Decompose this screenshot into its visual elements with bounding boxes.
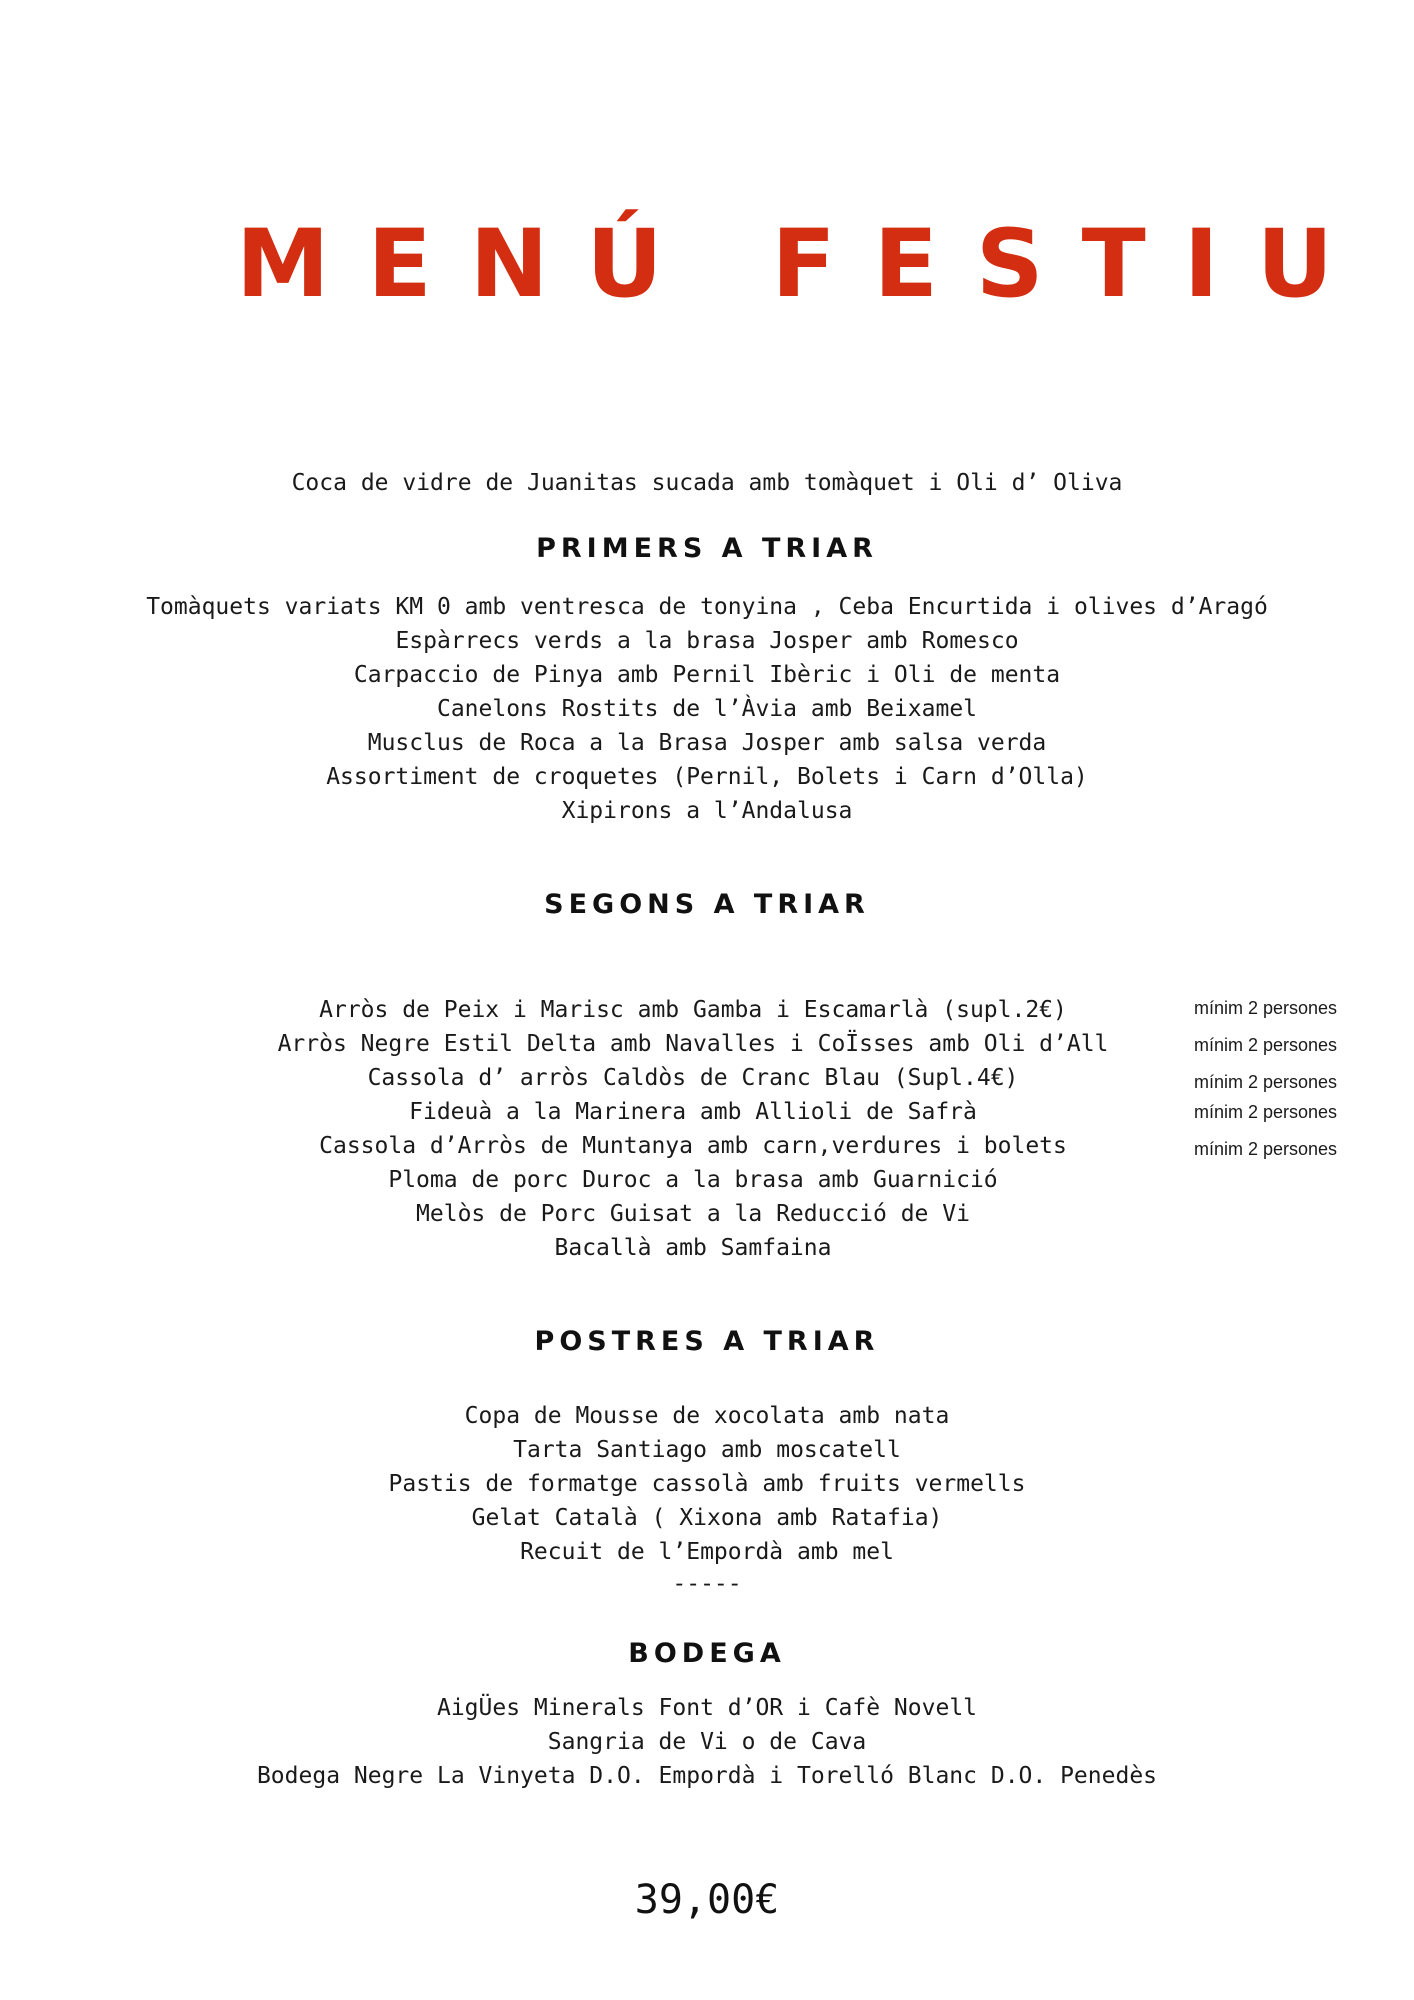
minimum-persons-note: mínim 2 persones (1194, 1102, 1338, 1122)
list-item: Musclus de Roca a la Brasa Josper amb salsa verda (367, 730, 1047, 756)
list-item: Bodega Negre La Vinyeta D.O. Empordà i Torelló Blanc D.O. Penedès (256, 1763, 1158, 1789)
list-item: Tarta Santiago amb moscatell (513, 1437, 901, 1463)
postres-heading: POSTRES A TRIAR (534, 1326, 880, 1357)
minimum-persons-note: mínim 2 persones (1194, 1035, 1338, 1055)
bodega-list (0, 1691, 1414, 1793)
bodega-heading: BODEGA (628, 1638, 786, 1669)
segons-heading: SEGONS A TRIAR (544, 889, 870, 920)
list-item: Sangria de Vi o de Cava (547, 1729, 867, 1755)
list-item: Bacallà amb Samfaina (554, 1235, 832, 1261)
minimum-persons-note: mínim 2 persones (1194, 1072, 1338, 1092)
list-item: Espàrrecs verds a la brasa Josper amb Romesco (395, 628, 1019, 654)
postres-list (0, 1399, 1414, 1569)
list-item: Cassola d’Arròs de Muntanya amb carn,verdures i bolets (319, 1133, 1067, 1159)
list-item: Copa de Mousse de xocolata amb nata (464, 1403, 950, 1429)
list-item: Assortiment de croquetes (Pernil, Bolets i Carn d’Olla) (326, 764, 1088, 790)
dash-separator: ----- (672, 1571, 742, 1597)
list-item: Ploma de porc Duroc a la brasa amb Guarnició (388, 1167, 998, 1193)
list-item: Melòs de Porc Guisat a la Reducció de Vi (416, 1201, 970, 1227)
minimum-persons-note: mínim 2 persones (1194, 998, 1338, 1018)
list-item: Xipirons a l’Andalusa (561, 798, 853, 824)
segons-list (0, 993, 1400, 1265)
list-item: Cassola d’ arròs Caldòs de Cranc Blau (Supl.4€) (367, 1065, 1019, 1091)
list-item: Fideuà a la Marinera amb Allioli de Safrà (409, 1099, 977, 1125)
primers-list (0, 590, 1414, 828)
menu-price: 39,00€ (634, 1877, 780, 1923)
list-item: Pastis de formatge cassolà amb fruits vermells (388, 1471, 1026, 1497)
list-item: Arròs Negre Estil Delta amb Navalles i CoÏsses amb Oli d’All (277, 1031, 1109, 1057)
list-item: Arròs de Peix i Marisc amb Gamba i Escamarlà (supl.2€) (319, 997, 1067, 1023)
list-item: Canelons Rostits de l’Àvia amb Beixamel (436, 696, 978, 722)
intro-text: Coca de vidre de Juanitas sucada amb tomàquet i Oli d’ Oliva (291, 470, 1123, 496)
list-item: Carpaccio de Pinya amb Pernil Ibèric i Oli de menta (353, 662, 1061, 688)
list-item: Gelat Català ( Xixona amb Ratafia) (471, 1505, 943, 1531)
list-item: Recuit de l’Empordà amb mel (520, 1539, 894, 1565)
list-item: AigÜes Minerals Font d’OR i Cafè Novell (436, 1695, 978, 1721)
minimum-persons-note: mínim 2 persones (1194, 1139, 1338, 1159)
primers-heading: PRIMERS A TRIAR (536, 533, 878, 564)
menu-title: MENÚ FESTIU (236, 210, 1372, 319)
list-item: Tomàquets variats KM 0 amb ventresca de tonyina , Ceba Encurtida i olives d’Aragó (146, 594, 1268, 620)
